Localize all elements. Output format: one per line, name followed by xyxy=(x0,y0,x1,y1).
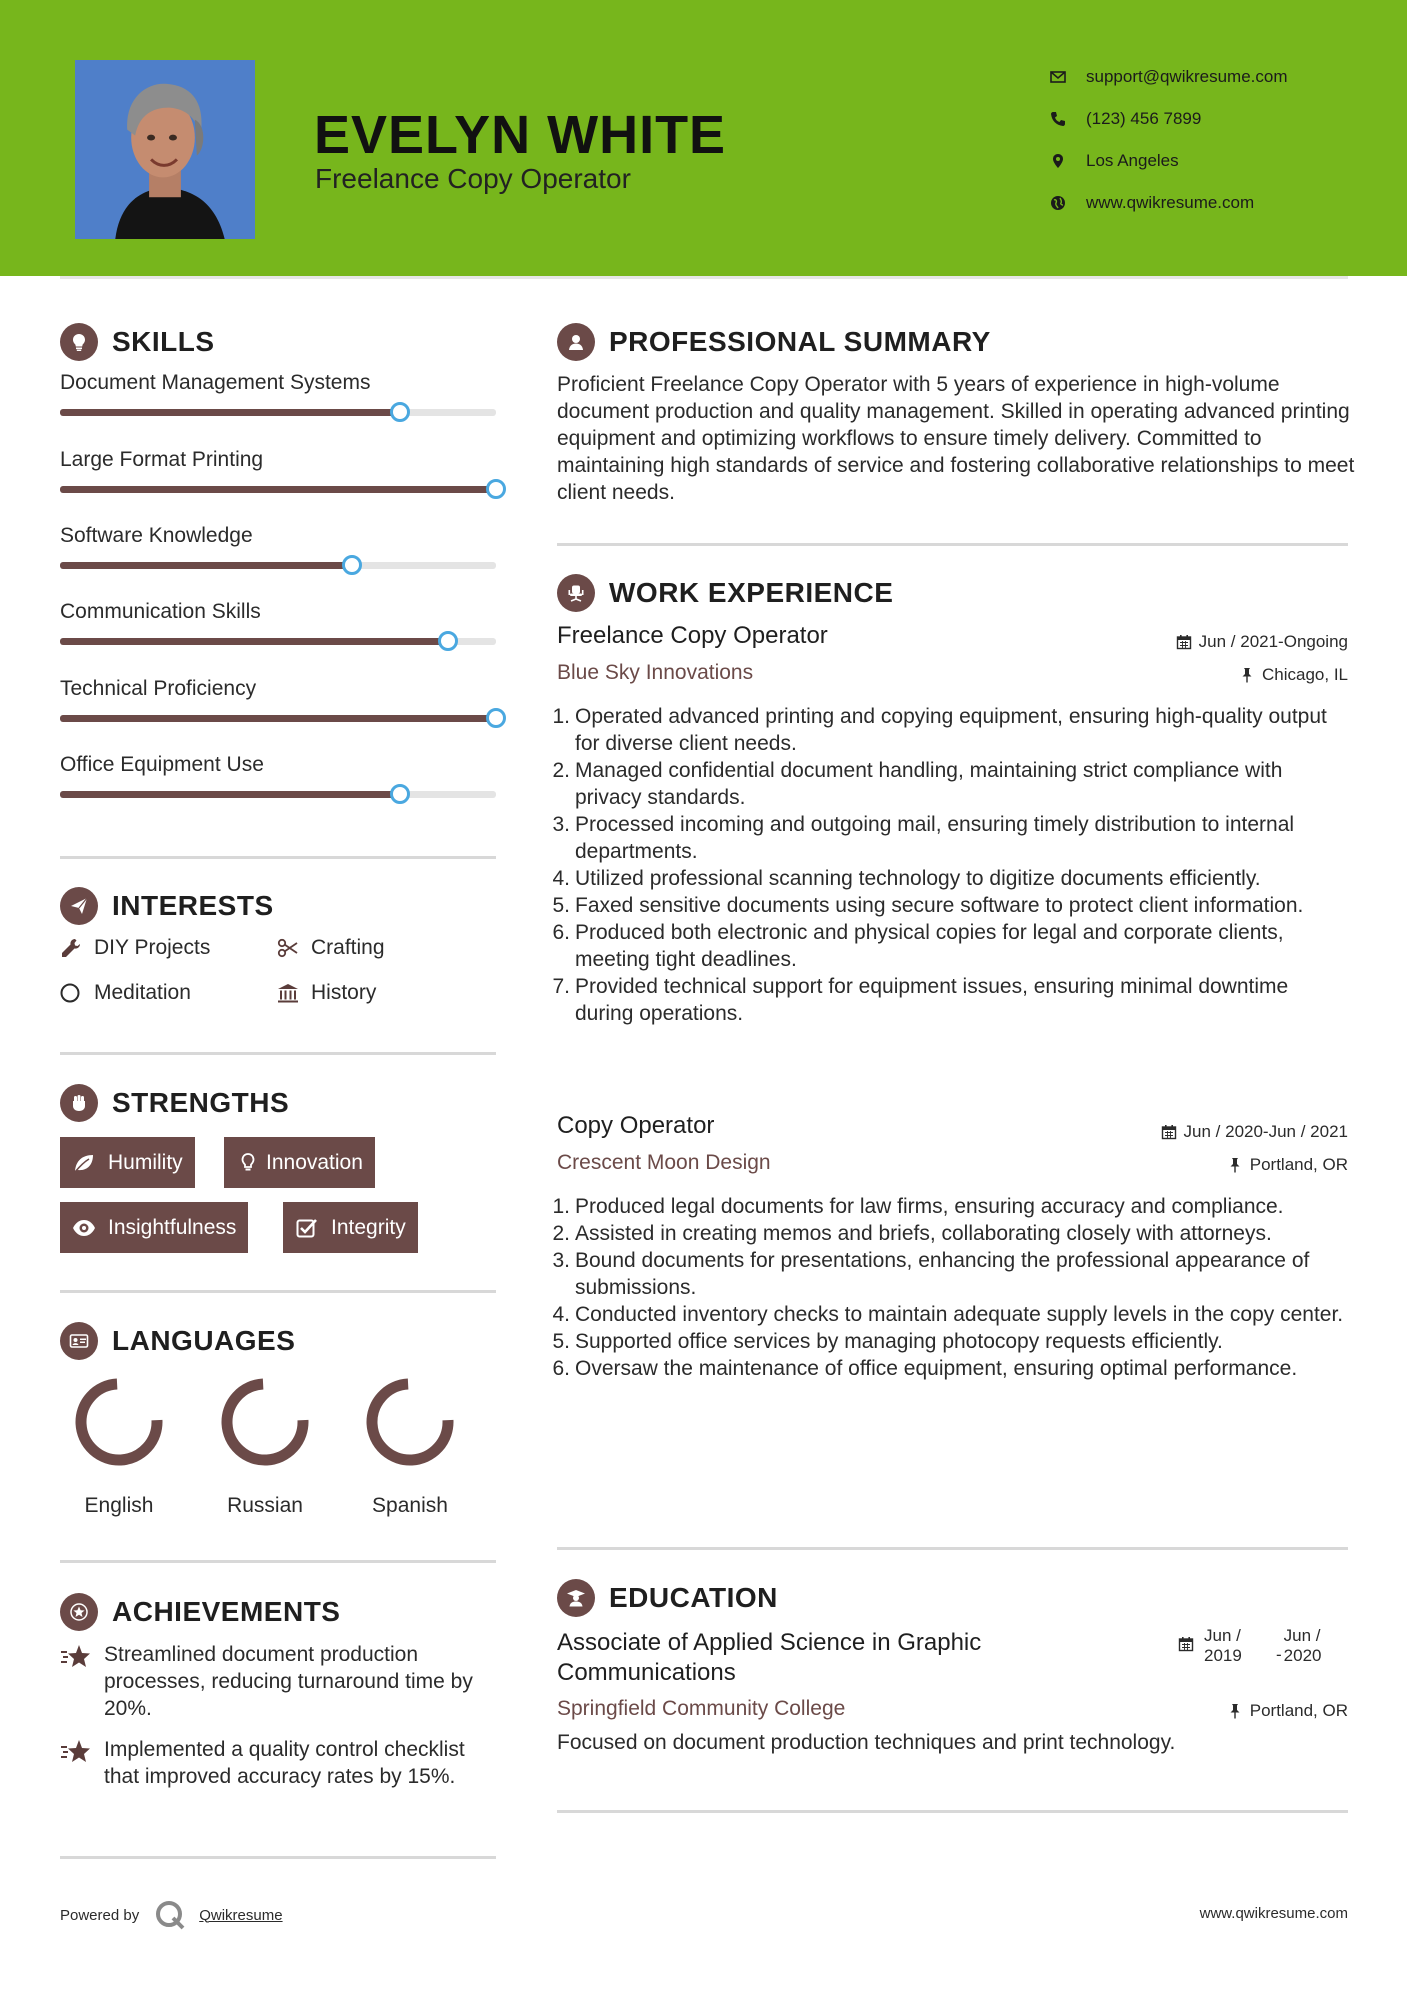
job-location xyxy=(1227,1155,1348,1175)
bullet-text: Utilized professional scanning technology to digitize documents efficiently. xyxy=(575,867,1261,890)
contact-location xyxy=(1050,140,1288,182)
job-location xyxy=(1239,665,1348,685)
skill-bar xyxy=(60,486,496,493)
language-arc xyxy=(81,1384,157,1460)
leaf-icon xyxy=(72,1151,108,1175)
job-date-text: Jun / 2020-Jun / 2021 xyxy=(1183,1122,1348,1141)
skills-heading xyxy=(60,323,215,361)
interest-item xyxy=(277,981,376,1005)
office-chair-icon xyxy=(557,574,595,612)
calendar-icon xyxy=(1178,1636,1194,1652)
strength-label: Integrity xyxy=(331,1215,406,1239)
bullet-text: Produced legal documents for law firms, ensuring accuracy and compliance. xyxy=(575,1195,1284,1218)
job-responsibilities xyxy=(550,703,1350,1027)
language-item xyxy=(350,1374,470,1518)
job-title: Copy Operator xyxy=(557,1112,715,1139)
map-pin-icon xyxy=(1050,153,1086,169)
section-title: SKILLS xyxy=(112,326,215,357)
list-item: 2. Managed confidential document handling, maintaining strict compliance with privacy standards. xyxy=(550,757,1350,811)
bullet-text: Oversaw the maintenance of office equipment, ensuring optimal performance. xyxy=(575,1357,1298,1380)
language-name: English xyxy=(84,1494,154,1517)
skill-item xyxy=(60,600,496,645)
job-title: Freelance Copy Operator xyxy=(557,622,828,649)
interest-item xyxy=(60,981,191,1005)
profile-photo xyxy=(75,60,255,239)
calendar-icon xyxy=(1176,634,1192,650)
language-name: Russian xyxy=(227,1494,303,1517)
bullet-text: Provided technical support for equipment issues, ensuring minimal downtime during operations. xyxy=(575,975,1289,1025)
education-location xyxy=(1227,1701,1348,1721)
list-item: 3. Processed incoming and outgoing mail, ensuring timely distribution to internal departments. xyxy=(550,811,1350,865)
section-title: STRENGTHS xyxy=(112,1087,290,1118)
job-date-text: Jun / 2021-Ongoing xyxy=(1198,632,1348,651)
language-gauge xyxy=(217,1374,313,1470)
skill-bar xyxy=(60,638,496,645)
education-date-separator: - xyxy=(1276,1645,1282,1664)
contact-phone[interactable] xyxy=(1050,98,1288,140)
bank-icon xyxy=(277,982,311,1004)
fist-icon xyxy=(60,1084,98,1122)
scissors-icon xyxy=(277,937,311,959)
education-date-start: Jun / 2019 xyxy=(1204,1626,1242,1665)
portrait-image xyxy=(75,60,255,239)
eye-icon xyxy=(72,1216,108,1240)
section-divider xyxy=(60,856,496,859)
company-name: Crescent Moon Design xyxy=(557,1151,771,1174)
language-gauge xyxy=(71,1374,167,1470)
degree-title: Associate of Applied Science in Graphic Communications xyxy=(557,1629,982,1686)
skill-name: Large Format Printing xyxy=(60,448,264,471)
header-divider xyxy=(60,276,1348,279)
skill-fill xyxy=(60,409,400,416)
education-heading xyxy=(557,1579,778,1617)
section-divider xyxy=(557,1810,1348,1813)
strength-label: Humility xyxy=(108,1150,183,1174)
skill-name: Technical Proficiency xyxy=(60,677,257,700)
strength-label: Innovation xyxy=(266,1150,363,1174)
achievements-heading xyxy=(60,1593,340,1631)
skill-bar xyxy=(60,409,496,416)
list-item: 2. Assisted in creating memos and briefs, collaborating closely with attorneys. xyxy=(552,1222,1272,1245)
brand-link[interactable]: Qwikresume xyxy=(199,1906,283,1924)
calendar-icon xyxy=(1161,1124,1177,1140)
skill-bar xyxy=(60,791,496,798)
skill-knob xyxy=(438,631,458,651)
skill-fill xyxy=(60,486,496,493)
achievement-text: Streamlined document production processes, reducing turnaround time by 20%. xyxy=(104,1643,473,1720)
list-item: 4. Utilized professional scanning technology to digitize documents efficiently. xyxy=(552,867,1261,890)
lightbulb-icon xyxy=(236,1151,266,1175)
star-badge-icon xyxy=(60,1593,98,1631)
bullet-text: Conducted inventory checks to maintain adequate supply levels in the copy center. xyxy=(575,1303,1344,1326)
skill-name: Document Management Systems xyxy=(60,371,371,394)
job-date xyxy=(1176,632,1348,652)
skill-item xyxy=(60,753,496,798)
section-divider xyxy=(60,1856,496,1859)
education-description: Focused on document production techniques and print technology. xyxy=(557,1731,1176,1754)
interest-label: Meditation xyxy=(94,981,191,1004)
language-gauge xyxy=(362,1374,458,1470)
list-item: 6. Oversaw the maintenance of office equipment, ensuring optimal performance. xyxy=(552,1357,1298,1380)
job-date xyxy=(1161,1122,1348,1142)
list-item: 1. Produced legal documents for law firms, ensuring accuracy and compliance. xyxy=(552,1195,1284,1218)
summary-heading xyxy=(557,323,991,361)
list-item: 4. Conducted inventory checks to maintain adequate supply levels in the copy center. xyxy=(552,1303,1344,1326)
list-item: 1. Operated advanced printing and copying equipment, ensuring high-quality output for diverse client needs. xyxy=(550,703,1350,757)
phone-icon xyxy=(1050,111,1086,127)
contact-email[interactable] xyxy=(1050,56,1288,98)
section-title: EDUCATION xyxy=(609,1582,778,1613)
interest-label: Crafting xyxy=(311,936,385,959)
contact-list xyxy=(1050,56,1288,224)
qwikresume-logo-icon xyxy=(153,1898,187,1932)
envelope-icon xyxy=(1050,69,1086,85)
interest-label: History xyxy=(311,981,377,1004)
skill-fill xyxy=(60,715,496,722)
pushpin-icon xyxy=(1239,667,1255,683)
language-item xyxy=(205,1374,325,1518)
bullet-text: Faxed sensitive documents using secure software to protect client information. xyxy=(575,894,1304,917)
circle-icon xyxy=(60,982,94,1004)
pushpin-icon xyxy=(1227,1157,1243,1173)
bullet-text: Produced both electronic and physical copies for legal and corporate clients, meeting tight deadlines. xyxy=(575,921,1284,971)
bullet-text: Managed confidential document handling, maintaining strict compliance with privacy standards. xyxy=(575,759,1283,809)
strength-badge xyxy=(60,1202,248,1253)
skill-bar xyxy=(60,715,496,722)
powered-by-label: Powered by xyxy=(60,1906,140,1924)
school-name: Springfield Community College xyxy=(557,1697,846,1720)
job-location-text: Chicago, IL xyxy=(1262,665,1348,684)
experience-heading xyxy=(557,574,893,612)
list-item: 3. Bound documents for presentations, enhancing the professional appearance of submissions. xyxy=(550,1247,1350,1301)
section-divider xyxy=(557,543,1348,546)
achievement-item xyxy=(60,1736,500,1790)
skill-fill xyxy=(60,638,448,645)
skill-name: Software Knowledge xyxy=(60,524,253,547)
candidate-name: EVELYN WHITE xyxy=(314,105,727,165)
interest-item xyxy=(277,936,385,960)
star-icon xyxy=(60,1736,104,1790)
list-item: 7. Provided technical support for equipment issues, ensuring minimal downtime during operations. xyxy=(550,973,1350,1027)
pushpin-icon xyxy=(1227,1703,1243,1719)
star-icon xyxy=(60,1641,104,1722)
section-divider xyxy=(60,1290,496,1293)
section-title: INTERESTS xyxy=(112,890,274,921)
skill-item xyxy=(60,677,496,722)
bullet-text: Bound documents for presentations, enhancing the professional appearance of submissions. xyxy=(575,1249,1310,1299)
strength-label: Insightfulness xyxy=(108,1215,237,1239)
section-title: LANGUAGES xyxy=(112,1325,296,1356)
section-title: PROFESSIONAL SUMMARY xyxy=(609,326,991,357)
achievement-text: Implemented a quality control checklist that improved accuracy rates by 15%. xyxy=(104,1738,465,1788)
section-title: ACHIEVEMENTS xyxy=(112,1596,341,1627)
skill-knob xyxy=(342,555,362,575)
skill-item xyxy=(60,371,496,416)
summary-text: Proficient Freelance Copy Operator with 5 years of experience in high-volume document production and quality management. Skilled in operating advanced printing equipment and optimizing workflows to ensure timely delivery. Committed to maintaining high standards of service and fostering collaborative relationships to meet client needs. xyxy=(557,373,1355,504)
education-location-text: Portland, OR xyxy=(1249,1701,1348,1720)
check-square-icon xyxy=(295,1216,331,1240)
skill-bar xyxy=(60,562,496,569)
strength-badge xyxy=(224,1137,375,1188)
section-divider xyxy=(60,1052,496,1055)
interests-heading xyxy=(60,887,274,925)
skill-item xyxy=(60,524,496,569)
skill-item xyxy=(60,448,496,493)
bullet-text: Assisted in creating memos and briefs, collaborating closely with attorneys. xyxy=(575,1222,1272,1245)
wrench-icon xyxy=(60,937,94,959)
skill-name: Office Equipment Use xyxy=(60,753,264,776)
list-item: 5. Supported office services by managing photocopy requests efficiently. xyxy=(552,1330,1223,1353)
job-location-text: Portland, OR xyxy=(1249,1155,1348,1174)
footer-powered-by xyxy=(60,1898,283,1932)
contact-text: (123) 456 7899 xyxy=(1086,109,1202,128)
language-arc xyxy=(227,1384,303,1460)
education-date-end: Jun / 2020 xyxy=(1283,1626,1322,1665)
strength-badge xyxy=(283,1202,418,1253)
list-item: 6. Produced both electronic and physical copies for legal and corporate clients, meeting tight deadlines. xyxy=(550,919,1350,973)
language-name: Spanish xyxy=(372,1494,448,1517)
skill-knob xyxy=(486,479,506,499)
id-card-icon xyxy=(60,1322,98,1360)
skill-knob xyxy=(486,708,506,728)
company-name: Blue Sky Innovations xyxy=(557,661,754,684)
graduate-icon xyxy=(557,1579,595,1617)
candidate-role: Freelance Copy Operator xyxy=(315,163,631,194)
job-responsibilities xyxy=(550,1193,1350,1382)
skill-fill xyxy=(60,562,352,569)
bullet-text: Operated advanced printing and copying equipment, ensuring high-quality output for diverse client needs. xyxy=(575,705,1327,755)
list-item: 5. Faxed sensitive documents using secure software to protect client information. xyxy=(552,894,1304,917)
interest-label: DIY Projects xyxy=(94,936,211,959)
skill-knob xyxy=(390,784,410,804)
languages-heading xyxy=(60,1322,295,1360)
interest-item xyxy=(60,936,210,960)
section-title: WORK EXPERIENCE xyxy=(609,577,894,608)
bullet-text: Processed incoming and outgoing mail, ensuring timely distribution to internal departments. xyxy=(575,813,1295,863)
skill-fill xyxy=(60,791,400,798)
section-divider xyxy=(60,1560,496,1563)
globe-icon xyxy=(1050,195,1086,211)
lightbulb-icon xyxy=(60,323,98,361)
section-divider xyxy=(557,1547,1348,1550)
paper-plane-icon xyxy=(60,887,98,925)
contact-text: www.qwikresume.com xyxy=(1086,193,1255,212)
contact-website[interactable] xyxy=(1050,182,1288,224)
contact-text: support@qwikresume.com xyxy=(1086,67,1288,86)
skill-name: Communication Skills xyxy=(60,600,261,623)
header-banner xyxy=(0,0,1407,276)
strengths-heading xyxy=(60,1084,289,1122)
user-icon xyxy=(557,323,595,361)
language-arc xyxy=(372,1384,448,1460)
achievement-item xyxy=(60,1641,500,1722)
bullet-text: Supported office services by managing photocopy requests efficiently. xyxy=(575,1330,1223,1353)
contact-text: Los Angeles xyxy=(1086,151,1179,170)
education-date xyxy=(1178,1626,1356,1666)
skill-knob xyxy=(390,402,410,422)
footer-website[interactable]: www.qwikresume.com xyxy=(1199,1905,1348,1922)
language-item xyxy=(59,1374,179,1518)
strength-badge xyxy=(60,1137,195,1188)
